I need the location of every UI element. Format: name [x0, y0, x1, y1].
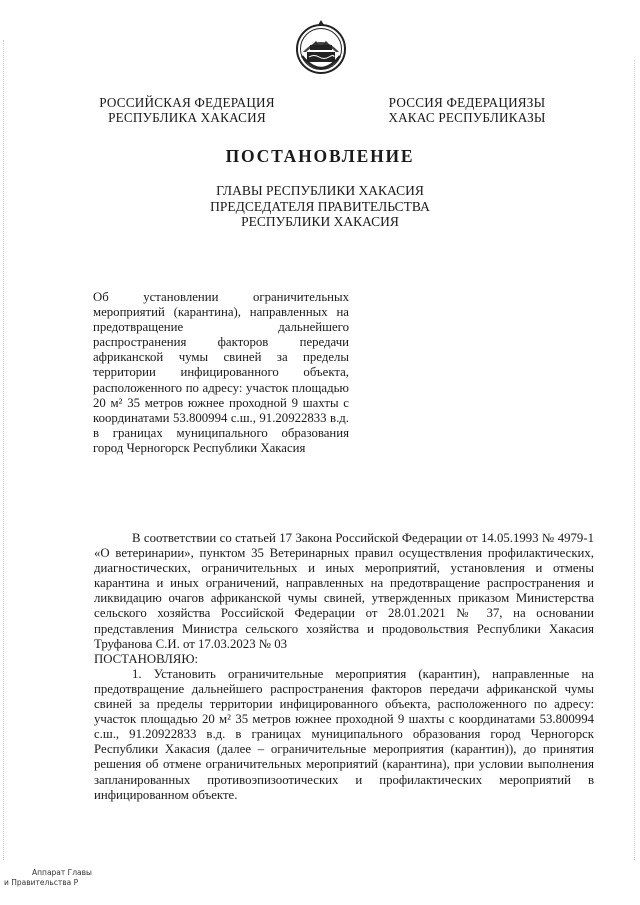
header-right-line1: РОССИЯ ФЕДЕРАЦИЯЗЫ: [388, 95, 546, 110]
issuer-line2: ПРЕДСЕДАТЕЛЯ ПРАВИТЕЛЬСТВА: [210, 198, 430, 214]
stamp-line1: Аппарат Главы: [32, 868, 92, 877]
header-left-line2: РЕСПУБЛИКА ХАКАСИЯ: [108, 110, 266, 125]
coat-of-arms-icon: [294, 18, 348, 76]
scan-edge-right: [634, 60, 636, 860]
registration-stamp: [4, 868, 92, 888]
item-1-paragraph: 1. Установить ограничительные мероприятия (карантин), направленные на предотвращение дальнейшего распространения факторов передачи африканской чумы свиней за пределы территории инфицированного объекта, расположенного по адресу: участок площадью 20 м² 35 метров южнее проходной 9 шахты с координатами 53.800994 с.ш., 91.20922833 в.д. в границах муниципального образования город Черногорск Республики Хакасия (далее – ограничительные мероприятия (карантин)), до принятия решения об отмене ограничительных мероприятий (карантина), при условии выполнения запланированных противоэпизоотических и профилактических мероприятий в инфицированном объекте.: [94, 666, 594, 802]
header-right-line2: ХАКАС РЕСПУБЛИКАЗЫ: [388, 110, 546, 125]
issuer-line3: РЕСПУБЛИКИ ХАКАСИЯ: [241, 214, 399, 229]
document-title: ПОСТАНОВЛЕНИЕ: [225, 146, 415, 166]
stamp-line2: и Правительства Р: [4, 878, 79, 887]
issuer-block: [170, 183, 470, 230]
decree-word: ПОСТАНОВЛЯЮ:: [94, 651, 199, 666]
header-left-line1: РОССИЙСКАЯ ФЕДЕРАЦИЯ: [99, 95, 275, 110]
issuer-line1: ГЛАВЫ РЕСПУБЛИКИ ХАКАСИЯ: [216, 183, 424, 198]
decree-subject: Об установлении ограничительных мероприятий (карантина), направленных на предотвращение дальнейшего распространения факторов передачи африканской чумы свиней за пределы территории инфицированного объекта, расположенного по адресу: участок площадью 20 м² 35 метров южнее проходной 9 шахты с координатами 53.800994 с.ш., 91.20922833 в.д. в границах муниципального образования город Черногорск Республики Хакасия: [93, 290, 349, 455]
preamble-paragraph: В соответствии со статьей 17 Закона Российской Федерации от 14.05.1993 № 4979-1 «О ветеринарии», пунктом 35 Ветеринарных правил осуществления профилактических, диагностических, ограничительных и иных мероприятий, установления и отмены карантина и иных ограничений, направленных на предотвращение распространения и ликвидацию очагов африканской чумы свиней, утвержденных приказом Министерства сельского хозяйства Российской Федерации от 28.01.2021 № 37, на основании представления Министра сельского хозяйства и продовольствия Республики Хакасия Труфанова С.И. от 17.03.2023 № 03: [94, 531, 594, 651]
decree-body: [94, 531, 594, 803]
header-russian: [82, 95, 292, 125]
header-khakas: [362, 95, 572, 125]
